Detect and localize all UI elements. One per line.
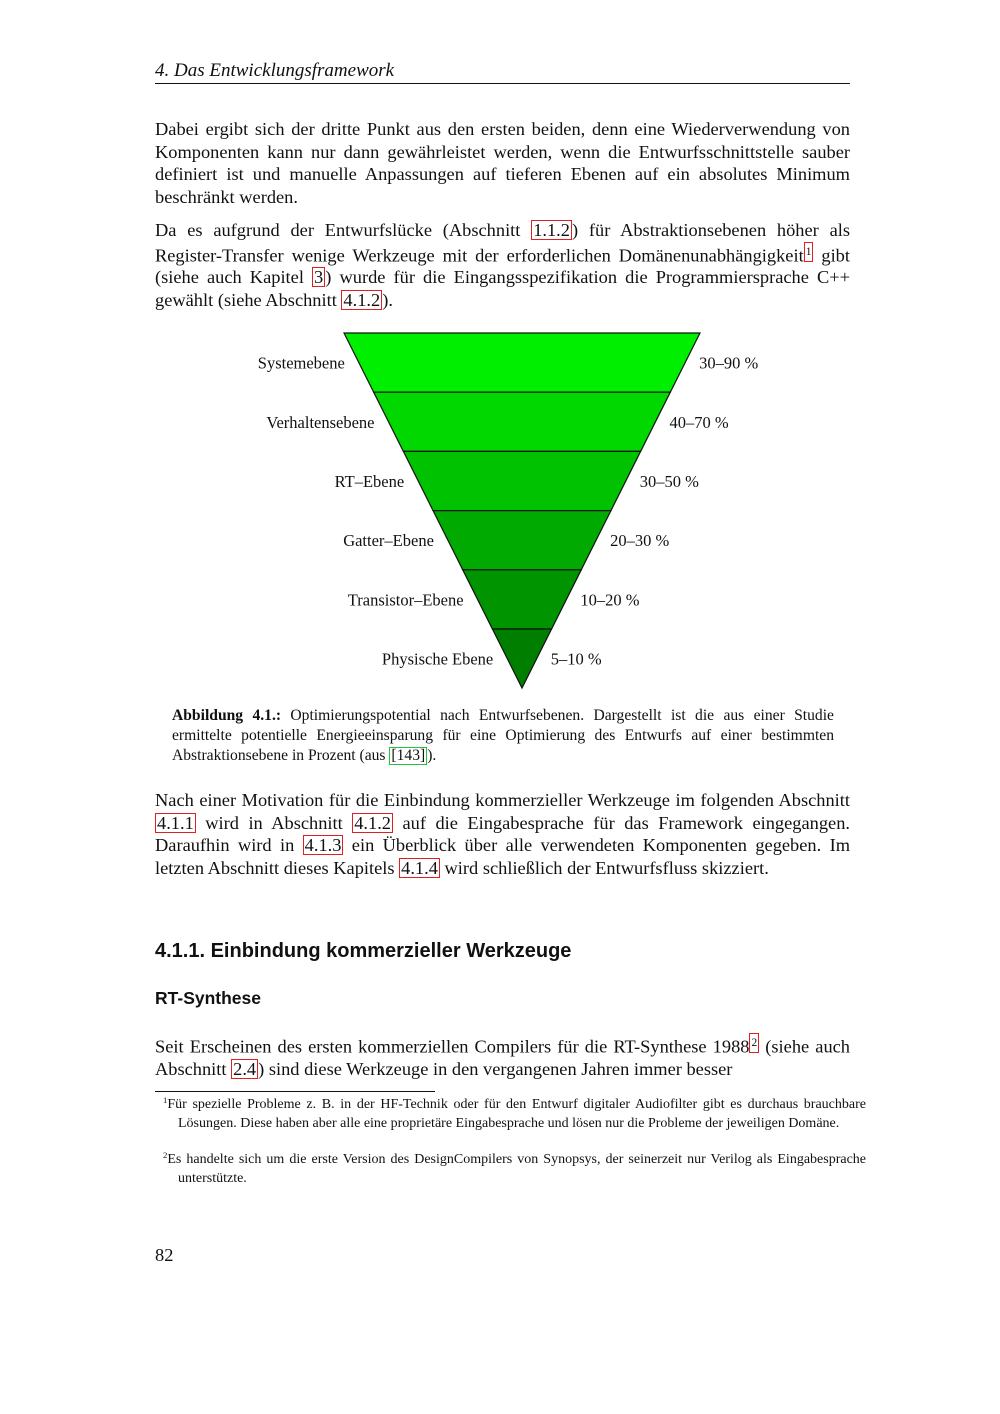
text-run: auf die Eingabesprache für das Framework eingegangen. Daraufhin wird in	[155, 812, 850, 856]
section-link[interactable]: 4.1.1	[157, 812, 194, 833]
level-value-1: 30–90 %	[699, 353, 759, 373]
text-run: Nach einer Motivation für die Einbindung kommerzieller Werkzeuge im folgenden Abschnitt	[155, 790, 850, 810]
footnote-mark: 1	[163, 1095, 168, 1106]
section-link[interactable]: 4.1.4	[401, 857, 438, 878]
text-run: ) für Abstraktionsebenen höher als Register-Transfer wenige Werkzeuge mit der erforderlichen Domänenunabhängigkeit	[155, 220, 850, 265]
level-value-5: 10–20 %	[580, 590, 640, 610]
text-run: (siehe auch Abschnitt	[155, 1036, 850, 1079]
section-link[interactable]: 4.1.2	[354, 812, 391, 833]
level-label-4: Gatter–Ebene	[343, 531, 434, 551]
footnote-link[interactable]: 1	[804, 242, 814, 262]
text-run: ein Überblick über alle verwendeten Komponenten gegeben. Im letzten Abschnitt dieses Kapitels	[155, 835, 850, 878]
section-heading: 4.1.1. Einbindung kommerzieller Werkzeuge	[155, 940, 572, 962]
footnote-mark: 2	[163, 1150, 168, 1161]
pyramid-band-3	[403, 451, 640, 510]
level-label-5: Transistor–Ebene	[347, 590, 464, 610]
footnote-1	[163, 1096, 866, 1133]
pyramid-band-2	[374, 392, 671, 451]
optimization-pyramid-chart	[0, 0, 1000, 700]
caption-end: ).	[427, 747, 437, 764]
section-link[interactable]: 2.4	[233, 1058, 257, 1079]
caption-text: Optimierungspotential nach Entwurfsebenen. Dargestellt ist die aus einer Studie ermittelte potentielle Energieeinsparung für eine Optimierung des Entwurfs auf einer bestimmten Abstraktionsebene in Prozent (aus	[172, 707, 834, 764]
text-run: wird in Abschnitt	[195, 812, 353, 833]
text-run: ) sind diese Werkzeuge in den vergangenen Jahren immer besser	[258, 1058, 733, 1079]
pyramid-band-5	[463, 570, 582, 629]
footnote-link[interactable]: 2	[749, 1033, 759, 1053]
footnote-rule	[155, 1091, 435, 1092]
subsection-heading: RT-Synthese	[155, 988, 261, 1008]
footnote-text: Für spezielle Probleme z. B. in der HF-Technik oder für den Entwurf digitaler Audiofilter gibt es durchaus brauchbare Lösungen. Diese haben aber alle eine proprietäre Eingabesprache und lösen nur die Probleme der jeweiligen Domäne.	[167, 1097, 866, 1131]
text-run: wird schließlich der Entwurfsfluss skizziert.	[439, 857, 769, 878]
level-value-4: 20–30 %	[610, 531, 670, 551]
level-label-3: RT–Ebene	[334, 472, 405, 491]
level-value-3: 30–50 %	[639, 472, 699, 491]
footnote-2	[163, 1151, 866, 1188]
text-run: ).	[382, 290, 393, 311]
pyramid-band-6	[492, 629, 551, 688]
section-link[interactable]: 4.1.2	[343, 290, 381, 311]
paragraph-4	[155, 1033, 850, 1080]
pyramid-band-4	[433, 511, 611, 570]
text-run: Da es aufgrund der Entwurfslücke (Abschnitt	[155, 220, 532, 240]
paragraph-1: Dabei ergibt sich der dritte Punkt aus den ersten beiden, denn eine Wiederverwendung von Komponenten kann nur dann gewährleistet werden, wenn die Entwurfsschnittstelle sauber definiert ist und manuelle Anpassungen auf tieferen Ebenen auf ein absolutes Minimum beschränkt werden.	[155, 119, 850, 207]
running-header: 4. Das Entwicklungsframework	[155, 60, 395, 81]
text-run: Seit Erscheinen des ersten kommerziellen Compilers für die RT-Synthese 1988	[155, 1036, 750, 1057]
text-run: gibt (siehe auch Kapitel	[155, 244, 850, 288]
pyramid-band-1	[344, 333, 700, 392]
level-value-2: 40–70 %	[669, 412, 729, 432]
level-label-2: Verhaltensebene	[266, 412, 375, 432]
citation-link[interactable]: [143]	[391, 747, 426, 764]
level-value-6: 5–10 %	[550, 649, 602, 669]
caption-label: Abbildung 4.1.:	[172, 707, 282, 724]
footnote-text: Es handelte sich um die erste Version des DesignCompilers von Synopsys, der seinerzeit nur Verilog als Eingabesprache unterstützte.	[167, 1152, 866, 1186]
section-link[interactable]: 4.1.3	[304, 835, 342, 856]
level-label-6: Physische Ebene	[381, 649, 494, 669]
page-number: 82	[155, 1245, 174, 1265]
figure-caption	[172, 706, 834, 766]
text-run: ) wurde für die Eingangsspezifikation die Programmiersprache C++ gewählt (siehe Abschnitt	[155, 267, 850, 311]
chapter-link[interactable]: 3	[314, 267, 324, 288]
level-label-1: Systemebene	[257, 353, 345, 373]
section-link[interactable]: 1.1.2	[533, 220, 570, 240]
paragraph-3	[155, 789, 850, 879]
